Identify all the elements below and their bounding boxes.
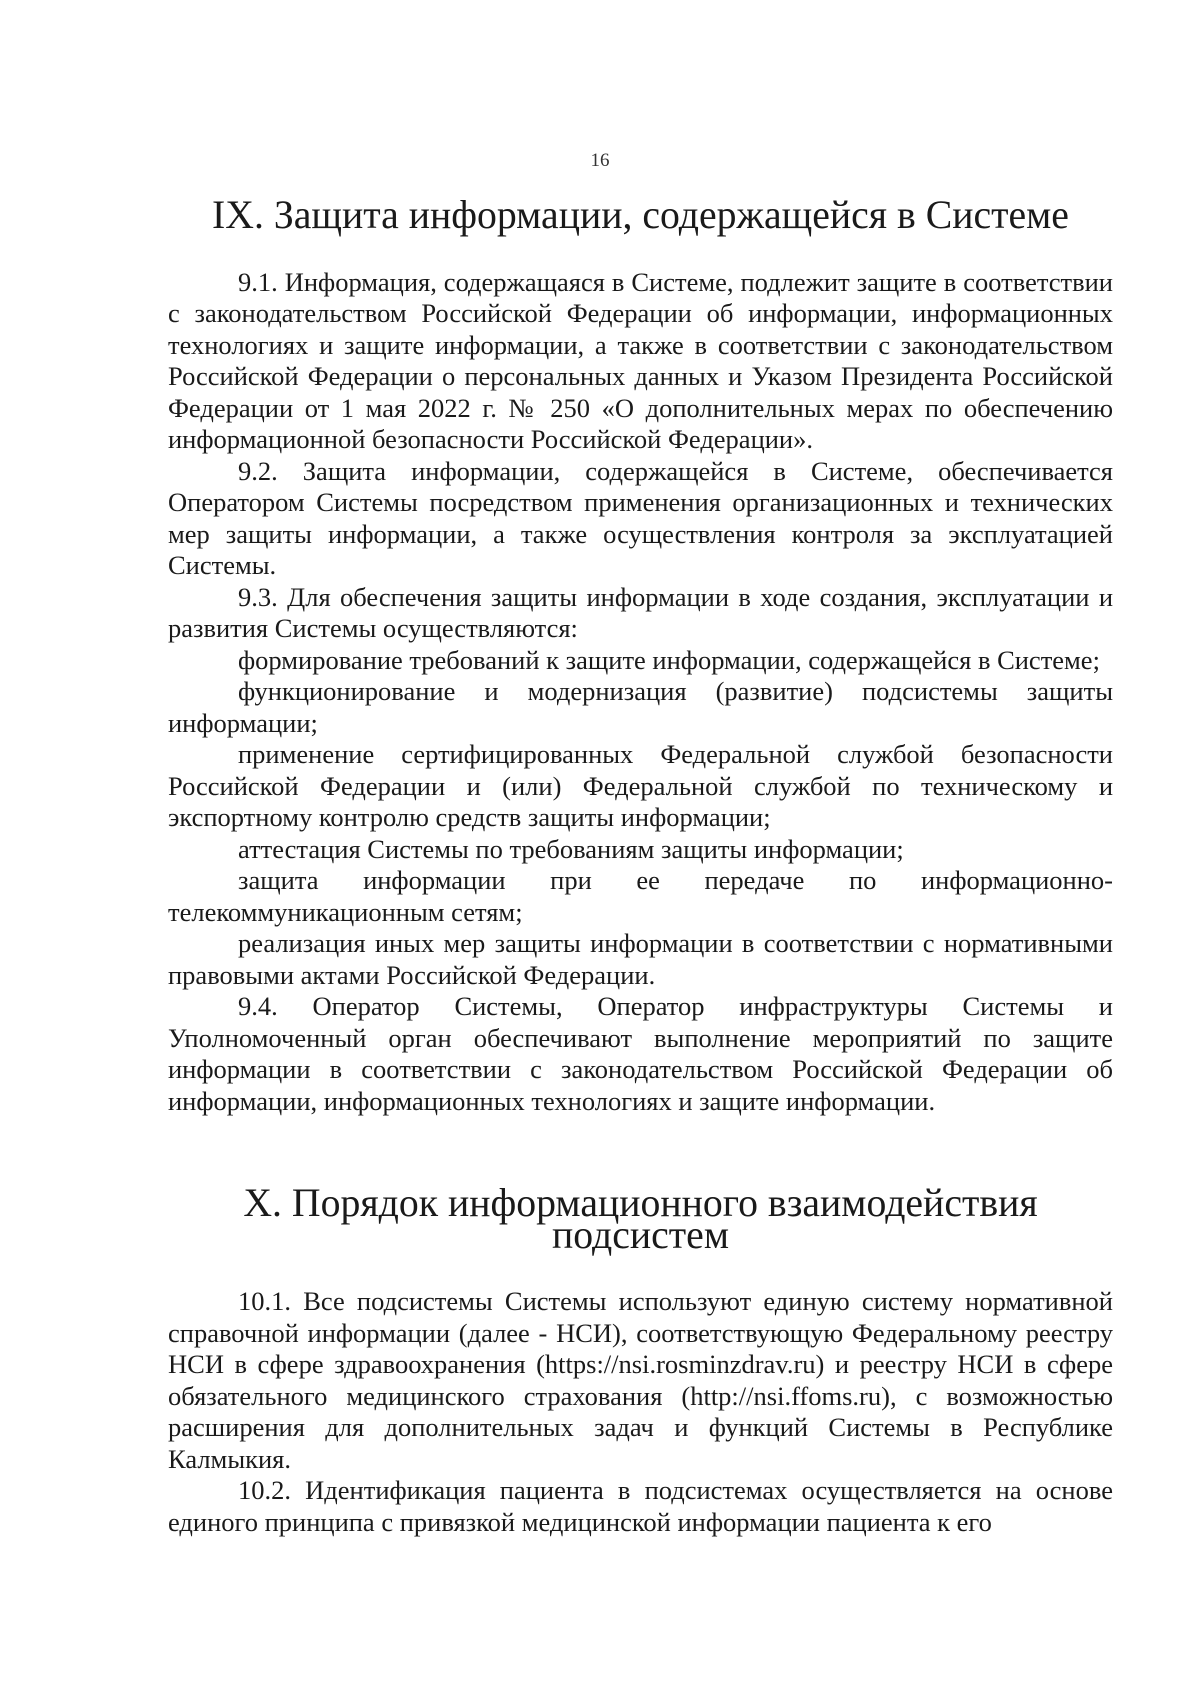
paragraph-10-1: 10.1. Все подсистемы Системы используют единую систему нормативной справочной информации (далее - НСИ), соответствующую Федеральному реестру НСИ в сфере здравоохранения (https://nsi.rosminzdrav.ru) и реестру НСИ в сфере обязательного медицинского страхования (http://nsi.ffoms.ru), с возможностью расширения для дополнительных задач и функций Системы в Республике Калмыкия. (168, 1286, 1113, 1474)
list-item-attestation: аттестация Системы по требованиям защиты информации; (238, 833, 904, 864)
paragraph-10-2: 10.2. Идентификация пациента в подсистемах осуществляется на основе единого принципа с привязкой медицинской информации пациента к его (168, 1475, 1113, 1537)
paragraph-9-2: 9.2. Защита информации, содержащейся в Системе, обеспечивается Оператором Системы посредством применения организационных и технических мер защиты информации, а также осуществления контроля за эксплуатацией Системы. (168, 455, 1113, 580)
list-item-subsystem: функционирование и модернизация (развитие) подсистемы защиты информации; (168, 676, 1113, 738)
list-item-other-measures: реализация иных мер защиты информации в соответствии с нормативными правовыми актами Российской Федерации. (168, 928, 1113, 990)
section-10-heading: X. Порядок информационного взаимодействия подсистем (243, 1181, 1038, 1257)
section-9 (168, 193, 1113, 1117)
paragraph-9-4: 9.4. Оператор Системы, Оператор инфраструктуры Системы и Уполномоченный орган обеспечивают выполнение мероприятий по защите информации в соответствии с законодательством Российской Федерации об информации, информационных технологиях и защите информации. (168, 991, 1113, 1116)
paragraph-9-3: 9.3. Для обеспечения защиты информации в ходе создания, эксплуатации и развития Системы осуществляются: (168, 581, 1113, 643)
section-9-heading: IX. Защита информации, содержащейся в Системе (212, 193, 1069, 237)
section-10 (168, 1181, 1113, 1538)
paragraph-9-1: 9.1. Информация, содержащаяся в Системе, подлежит защите в соответствии с законодательством Российской Федерации об информации, информационных технологиях и защите информации, а также в соответствии с законодательством Российской Федерации о персональных данных и Указом Президента Российской Федерации от 1 мая 2022 г. № 250 «О дополнительных мерах по обеспечению информационной безопасности Российской Федерации». (168, 266, 1113, 454)
list-item-certified-tools: применение сертифицированных Федеральной службой безопасности Российской Федерации и (или) Федеральной службой по техническому и экспортному контролю средств защиты информации; (168, 739, 1113, 832)
list-item-requirements: формирование требований к защите информации, содержащейся в Системе; (238, 644, 1100, 675)
list-item-transmission: защита информации при ее передаче по информационно-телекоммуникационным сетям; (168, 865, 1113, 927)
page-number: 16 (590, 150, 610, 171)
